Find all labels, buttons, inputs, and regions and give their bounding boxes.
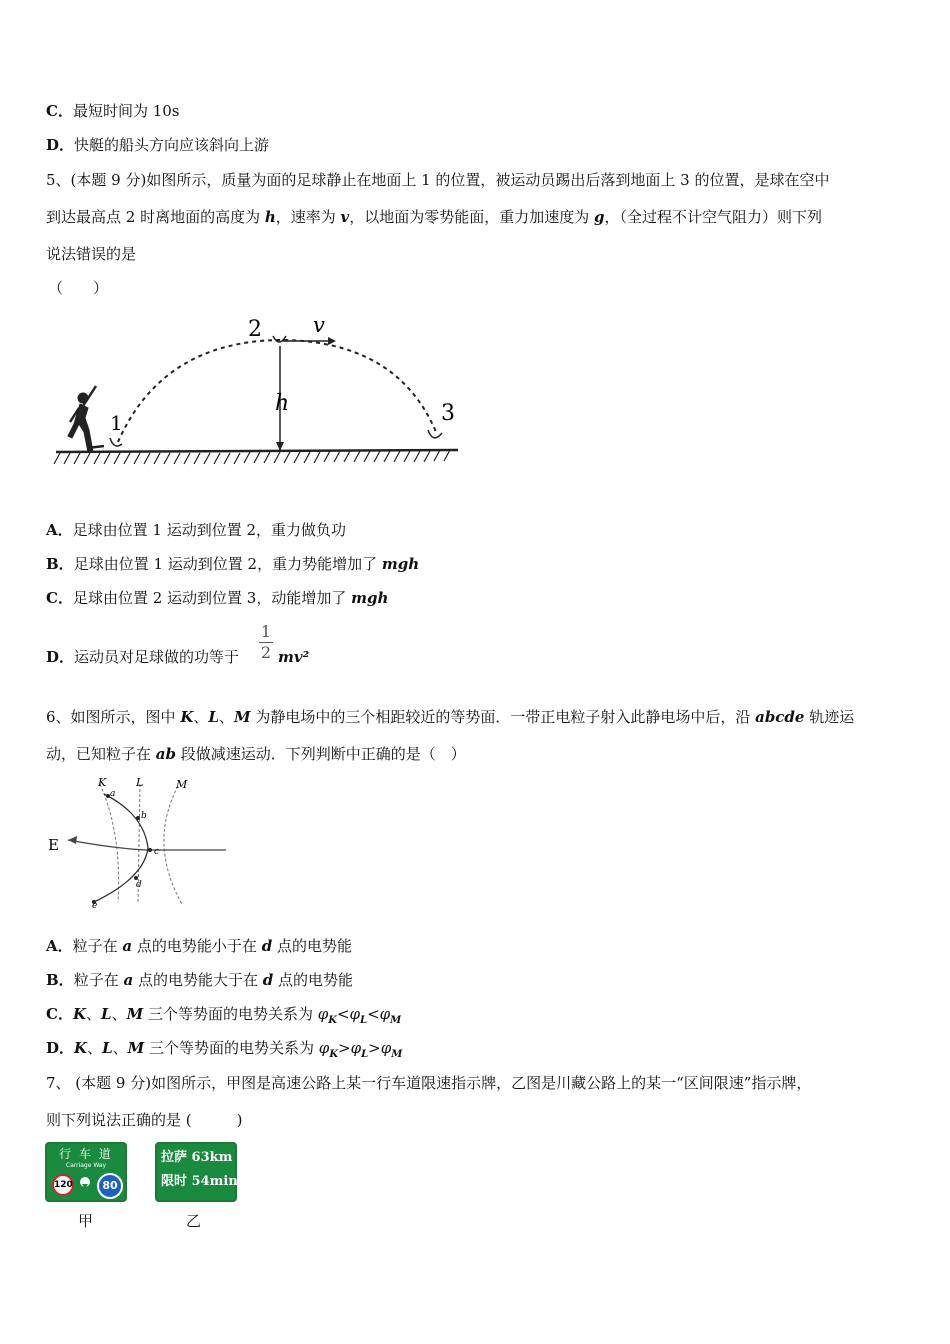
var-ab: ab	[155, 745, 176, 763]
var-K: K	[72, 1005, 86, 1023]
q5-stem-line3: 说法错误的是	[46, 245, 137, 263]
text: 、	[112, 1039, 128, 1057]
var-g: g	[594, 208, 605, 226]
q6-stem-line2	[46, 744, 466, 764]
q5-option-a	[46, 520, 346, 540]
ground-line	[56, 450, 458, 452]
q5-answer-paren: （ ）	[48, 279, 109, 297]
sign-time-label: 限时	[161, 1174, 188, 1189]
option-letter: A．	[46, 937, 73, 955]
var-a: a	[123, 971, 134, 989]
option-letter: B．	[46, 555, 74, 573]
text: 三个等势面的电势关系为	[143, 1005, 318, 1023]
var-M: M	[127, 1039, 145, 1057]
label-c: c	[154, 847, 160, 857]
q6-option-b	[46, 970, 353, 990]
q5-stem-line2	[46, 207, 822, 227]
q7-stem-line2: 则下列说法正确的是 ( )	[46, 1111, 243, 1129]
max-speed-badge: 120	[52, 1174, 74, 1196]
phi: φ	[317, 1005, 329, 1023]
q6-stem-line1	[46, 707, 854, 727]
q6-option-a	[46, 936, 352, 956]
q5-option-d	[46, 647, 239, 667]
text: 段做减速运动．下列判断中正确的是（ ）	[176, 745, 466, 763]
text: 点的电势能	[273, 971, 354, 989]
text: 点的电势能大于在	[133, 971, 263, 989]
label-1: 1	[110, 411, 123, 435]
velocity-arrowhead	[328, 337, 336, 345]
option-text: 运动员对足球做的功等于	[74, 648, 240, 666]
player-figure	[68, 386, 104, 452]
label-v: v	[313, 313, 325, 337]
var-L: L	[208, 708, 219, 726]
phi: φ	[350, 1039, 362, 1057]
q5-option-b	[46, 554, 419, 574]
text: 为静电场中的三个相距较近的等势面．一带正电粒子射入此静电场中后，沿	[250, 708, 756, 726]
var-L: L	[102, 1039, 113, 1057]
option-letter: A．	[46, 521, 73, 539]
relation: <	[367, 1005, 380, 1023]
field-arrow	[68, 836, 77, 844]
phi: φ	[379, 1005, 391, 1023]
sub-L: L	[360, 1015, 368, 1026]
text: 、	[111, 1005, 127, 1023]
text: 粒子在	[73, 971, 124, 989]
label-d: d	[136, 880, 142, 890]
var-a: a	[122, 937, 133, 955]
text: 、	[218, 708, 234, 726]
var-h: h	[264, 208, 276, 226]
sign-time-limit: 54min	[191, 1174, 238, 1189]
var-K: K	[74, 1039, 88, 1057]
phi: φ	[318, 1039, 330, 1057]
min-speed-badge: 80	[97, 1173, 123, 1199]
label-L: L	[136, 776, 144, 789]
equipotential-M	[164, 786, 182, 904]
q5-stem-line1: 5、(本题 9 分)如图所示，质量为面的足球静止在地面上 1 的位置，被运动员踢出后落到地面上 3 的位置，是球在空中	[46, 171, 830, 189]
option-letter: C．	[46, 1005, 73, 1023]
sign-row-distance	[161, 1149, 235, 1167]
down-arrow-icon	[80, 1177, 90, 1187]
q5-option-c	[46, 588, 388, 608]
sign-destination: 拉萨	[161, 1150, 188, 1165]
q7-stem-line1: 7、 (本题 9 分)如图所示，甲图是高速公路上某一行车道限速指示牌，乙图是川藏公路上的某一“区间限速”指示牌，	[46, 1074, 812, 1092]
fraction-numerator: 1	[260, 622, 272, 641]
var-L: L	[101, 1005, 112, 1023]
sub-L: L	[361, 1049, 369, 1060]
label-3: 3	[441, 401, 455, 426]
text: 6、如图所示，图中	[46, 708, 181, 726]
var-M: M	[126, 1005, 144, 1023]
phi: φ	[380, 1039, 392, 1057]
sign-caption-jia: 甲	[78, 1212, 94, 1230]
text: 点的电势能小于在	[132, 937, 262, 955]
q6-option-c	[46, 1004, 401, 1031]
option-letter: B．	[46, 971, 74, 989]
option-letter: C．	[46, 102, 73, 120]
relation: >	[368, 1039, 381, 1057]
text: ，（全过程不计空气阻力）则下列	[604, 208, 823, 226]
text: 、	[87, 1039, 103, 1057]
label-h: h	[275, 391, 290, 416]
var-v: v	[340, 208, 350, 226]
var-M: M	[233, 708, 251, 726]
q6-option-d	[46, 1038, 402, 1065]
sub-M: M	[390, 1015, 402, 1026]
label-e: e	[92, 901, 98, 910]
option-text: 快艇的船头方向应该斜向上游	[74, 136, 270, 154]
option-text: 最短时间为 10s	[72, 102, 180, 120]
sign-distance: 63km	[191, 1150, 233, 1165]
option-text: 足球由位置 2 运动到位置 3，动能增加了	[72, 589, 352, 607]
sub-K: K	[329, 1049, 339, 1060]
option-d-formula: mv²	[278, 648, 310, 666]
point-b	[136, 816, 140, 820]
label-a: a	[110, 789, 116, 799]
point-c	[148, 848, 152, 852]
sign-row-time	[161, 1173, 238, 1191]
phi: φ	[349, 1005, 361, 1023]
sign-caption-yi: 乙	[186, 1212, 202, 1230]
equipotential-K	[100, 784, 119, 902]
text: 、	[86, 1005, 102, 1023]
var-d: d	[262, 971, 274, 989]
text: ，速率为	[275, 208, 341, 226]
sign-title: 行 车 道	[59, 1147, 113, 1161]
text: 动，已知粒子在	[46, 745, 156, 763]
speed-limit-sign-lane	[45, 1142, 127, 1202]
sub-M: M	[391, 1049, 403, 1060]
text: ，以地面为零势能面，重力加速度为	[349, 208, 595, 226]
sub-K: K	[328, 1015, 337, 1026]
text: 三个等势面的电势关系为	[144, 1039, 319, 1057]
label-b: b	[141, 811, 147, 821]
q4-option-c	[46, 101, 180, 121]
interval-speed-sign	[155, 1142, 237, 1202]
relation: >	[338, 1039, 351, 1057]
option-letter: D．	[46, 136, 75, 154]
text: 轨迹运	[804, 708, 855, 726]
option-letter: C．	[46, 589, 73, 607]
text: 、	[193, 708, 209, 726]
q6-equipotential-figure	[44, 774, 234, 910]
option-text: 足球由位置 1 运动到位置 2，重力势能增加了	[73, 555, 382, 573]
label-2: 2	[248, 317, 262, 342]
label-M: M	[176, 778, 188, 791]
relation: <	[336, 1005, 350, 1023]
fraction-one-half	[259, 622, 273, 663]
option-letter: D．	[46, 648, 75, 666]
q4-option-d	[46, 135, 269, 155]
var-d: d	[261, 937, 273, 955]
var-K: K	[180, 708, 194, 726]
label-E: E	[48, 836, 59, 854]
label-K: K	[98, 776, 107, 789]
q5-trajectory-figure	[52, 312, 464, 477]
option-text: 足球由位置 1 运动到位置 2，重力做负功	[72, 521, 347, 539]
text: 粒子在	[72, 937, 123, 955]
text: 点的电势能	[272, 937, 352, 955]
fraction-denominator: 2	[260, 643, 272, 662]
text: 到达最高点 2 时离地面的高度为	[46, 208, 265, 226]
option-formula: mgh	[381, 555, 420, 573]
var-abcde: abcde	[755, 708, 805, 726]
option-formula: mgh	[351, 589, 389, 607]
option-letter: D．	[46, 1039, 75, 1057]
sign-subtitle: Carriage Way	[65, 1162, 107, 1169]
